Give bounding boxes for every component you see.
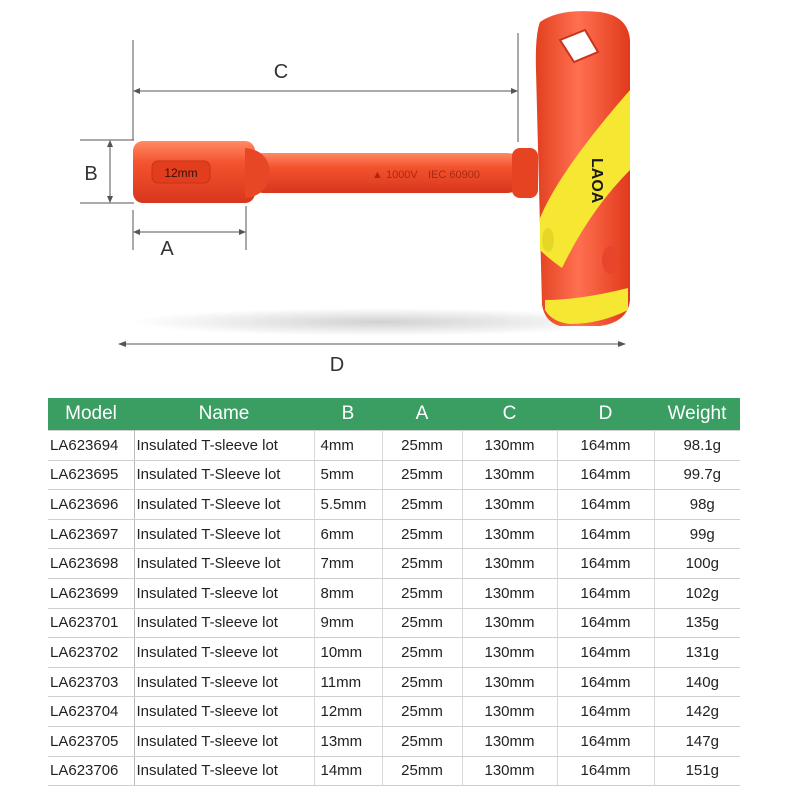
cell-name: Insulated T-sleeve lot (134, 756, 314, 786)
cell-name: Insulated T-Sleeve lot (134, 460, 314, 490)
dimension-label-c: C (273, 61, 289, 83)
cell-model: LA623694 (48, 431, 134, 461)
cell-model: LA623699 (48, 578, 134, 608)
dimension-d (118, 341, 626, 376)
cell-weight: 102g (654, 578, 740, 608)
cell-c: 130mm (462, 756, 557, 786)
cell-a: 25mm (382, 756, 462, 786)
cell-name: Insulated T-sleeve lot (134, 726, 314, 756)
table-row (48, 667, 740, 697)
cell-weight: 151g (654, 756, 740, 786)
cell-model: LA623697 (48, 519, 134, 549)
cell-c: 130mm (462, 667, 557, 697)
warning-icon: ▲ (372, 169, 386, 181)
spec-table-body (48, 431, 740, 786)
cell-c: 130mm (462, 638, 557, 668)
cell-weight: 100g (654, 549, 740, 579)
cell-name: Insulated T-sleeve lot (134, 608, 314, 638)
cell-c: 130mm (462, 431, 557, 461)
table-row (48, 697, 740, 727)
cell-a: 25mm (382, 549, 462, 579)
column-header-model: Model (48, 398, 134, 431)
shaft-collar (512, 148, 538, 198)
column-header-c: C (462, 398, 557, 431)
table-row (48, 549, 740, 579)
cell-b: 4mm (314, 431, 382, 461)
cell-b: 9mm (314, 608, 382, 638)
cell-name: Insulated T-Sleeve lot (134, 490, 314, 520)
cell-a: 25mm (382, 638, 462, 668)
cell-model: LA623695 (48, 460, 134, 490)
cell-b: 14mm (314, 756, 382, 786)
cell-a: 25mm (382, 608, 462, 638)
dimension-label-b: B (84, 163, 98, 185)
cell-weight: 147g (654, 726, 740, 756)
cell-d: 164mm (557, 431, 654, 461)
cell-a: 25mm (382, 726, 462, 756)
cell-weight: 135g (654, 608, 740, 638)
cell-a: 25mm (382, 431, 462, 461)
table-row (48, 431, 740, 461)
column-header-b: B (314, 398, 382, 431)
cell-b: 11mm (314, 667, 382, 697)
grip-ridge (602, 246, 618, 274)
cell-name: Insulated T-Sleeve lot (134, 549, 314, 579)
cell-model: LA623698 (48, 549, 134, 579)
cell-model: LA623701 (48, 608, 134, 638)
cell-name: Insulated T-sleeve lot (134, 638, 314, 668)
cell-weight: 140g (654, 667, 740, 697)
dimension-label-a: A (160, 238, 174, 260)
cell-b: 6mm (314, 519, 382, 549)
cell-weight: 99.7g (654, 460, 740, 490)
cell-name: Insulated T-sleeve lot (134, 697, 314, 727)
cell-c: 130mm (462, 608, 557, 638)
cell-model: LA623702 (48, 638, 134, 668)
tool-illustration (0, 0, 800, 395)
dimension-a (133, 206, 246, 260)
dimension-b (80, 140, 134, 203)
cell-b: 12mm (314, 697, 382, 727)
dimension-label-d: D (329, 354, 345, 376)
cell-c: 130mm (462, 549, 557, 579)
cell-d: 164mm (557, 549, 654, 579)
table-row (48, 726, 740, 756)
cell-b: 7mm (314, 549, 382, 579)
table-row (48, 756, 740, 786)
cell-weight: 98g (654, 490, 740, 520)
cell-c: 130mm (462, 726, 557, 756)
table-row (48, 490, 740, 520)
table-row (48, 608, 740, 638)
grip-ridge (542, 228, 554, 252)
cell-a: 25mm (382, 490, 462, 520)
cell-b: 10mm (314, 638, 382, 668)
size-marking: 12mm (164, 166, 198, 180)
cell-d: 164mm (557, 697, 654, 727)
cell-name: Insulated T-sleeve lot (134, 667, 314, 697)
cell-b: 13mm (314, 726, 382, 756)
table-row (48, 578, 740, 608)
cell-b: 8mm (314, 578, 382, 608)
cell-model: LA623703 (48, 667, 134, 697)
cell-b: 5.5mm (314, 490, 382, 520)
cell-d: 164mm (557, 638, 654, 668)
cell-model: LA623704 (48, 697, 134, 727)
dimension-c (133, 33, 518, 142)
cell-c: 130mm (462, 519, 557, 549)
cell-a: 25mm (382, 578, 462, 608)
cell-d: 164mm (557, 460, 654, 490)
cell-d: 164mm (557, 578, 654, 608)
cell-d: 164mm (557, 519, 654, 549)
standard-marking: IEC 60900 (428, 169, 480, 181)
cell-c: 130mm (462, 697, 557, 727)
cell-d: 164mm (557, 667, 654, 697)
table-row (48, 460, 740, 490)
column-header-d: D (557, 398, 654, 431)
product-figure (0, 0, 800, 395)
cell-model: LA623705 (48, 726, 134, 756)
table-header-row (48, 398, 740, 431)
brand-logo: LAOA (588, 158, 605, 204)
column-header-a: A (382, 398, 462, 431)
cell-a: 25mm (382, 697, 462, 727)
cell-b: 5mm (314, 460, 382, 490)
cell-a: 25mm (382, 519, 462, 549)
cell-name: Insulated T-Sleeve lot (134, 519, 314, 549)
table-row (48, 638, 740, 668)
cell-c: 130mm (462, 578, 557, 608)
cell-name: Insulated T-sleeve lot (134, 578, 314, 608)
cell-c: 130mm (462, 490, 557, 520)
cell-name: Insulated T-sleeve lot (134, 431, 314, 461)
t-sleeve-wrench (133, 11, 630, 326)
cell-c: 130mm (462, 460, 557, 490)
cell-d: 164mm (557, 756, 654, 786)
rating-marking: ▲ 1000V (372, 169, 418, 181)
cell-model: LA623696 (48, 490, 134, 520)
cell-d: 164mm (557, 490, 654, 520)
spec-table (48, 398, 740, 786)
cell-a: 25mm (382, 667, 462, 697)
cell-weight: 142g (654, 697, 740, 727)
cell-a: 25mm (382, 460, 462, 490)
cell-weight: 98.1g (654, 431, 740, 461)
table-row (48, 519, 740, 549)
column-header-name: Name (134, 398, 314, 431)
cell-weight: 131g (654, 638, 740, 668)
cell-d: 164mm (557, 608, 654, 638)
column-header-weight: Weight (654, 398, 740, 431)
cell-weight: 99g (654, 519, 740, 549)
cell-d: 164mm (557, 726, 654, 756)
cell-model: LA623706 (48, 756, 134, 786)
